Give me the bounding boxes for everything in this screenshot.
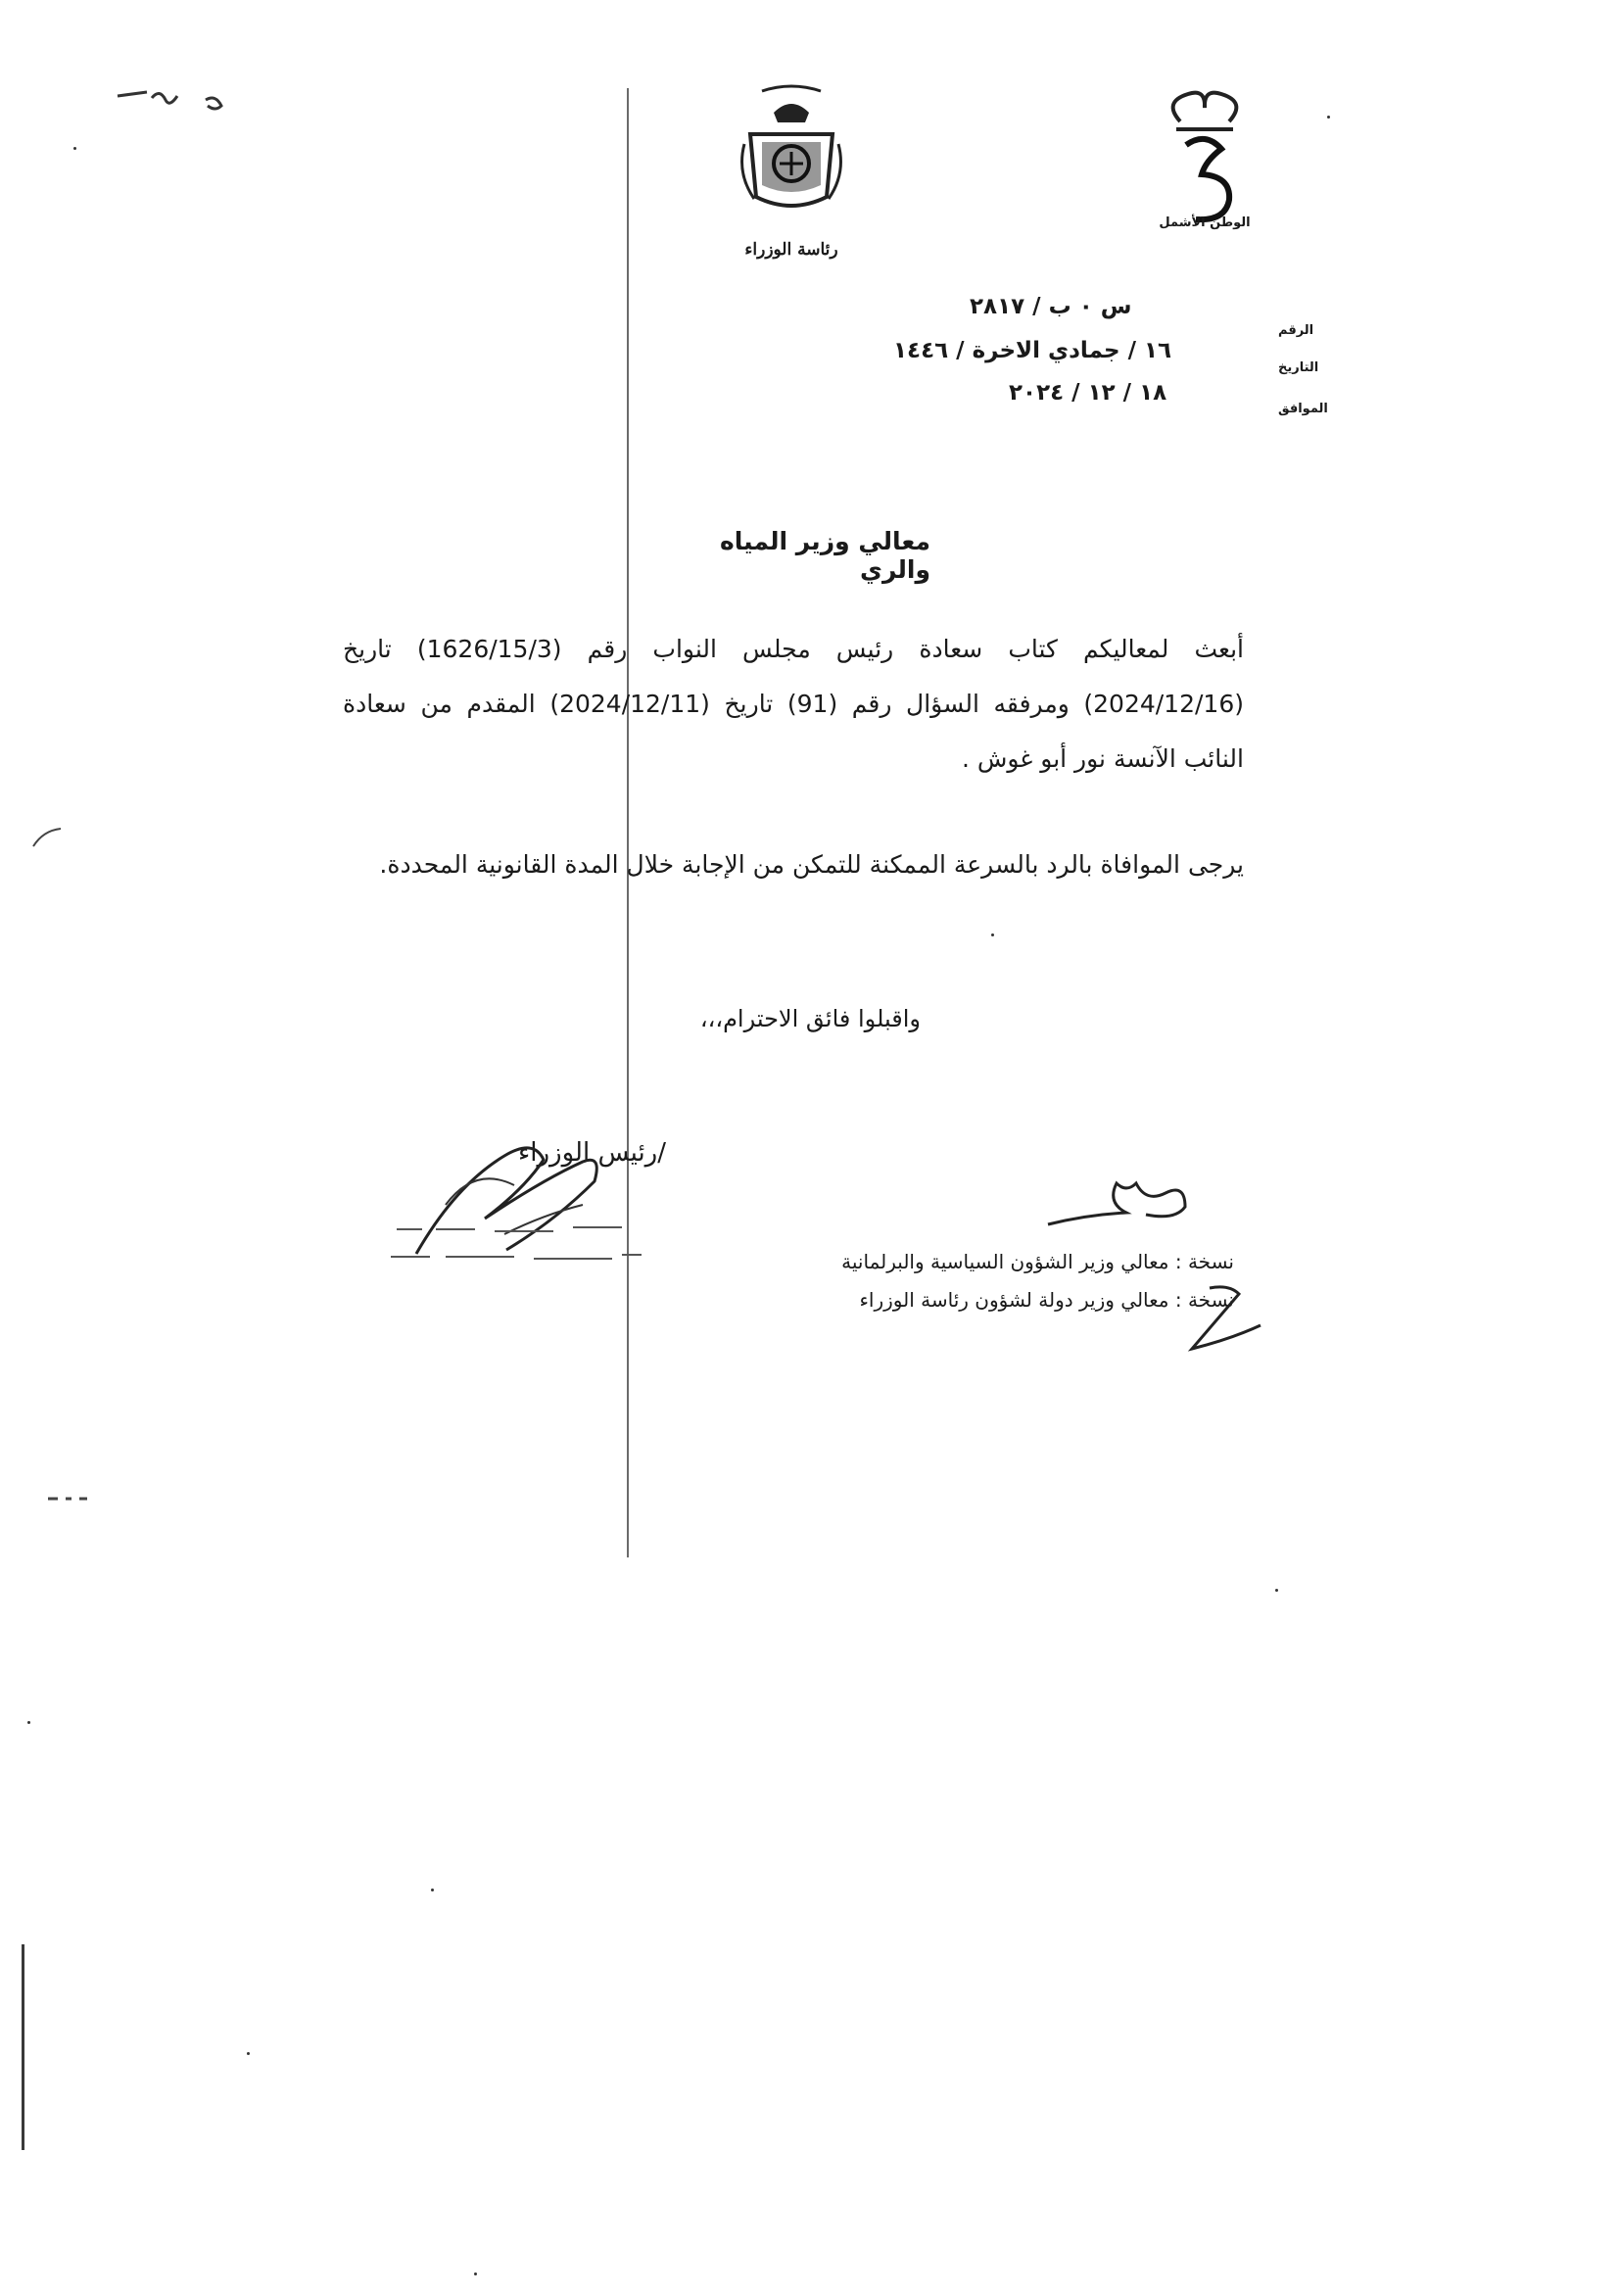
logo-caption: الوطن الأشمل bbox=[1159, 215, 1251, 230]
scan-speck bbox=[1327, 116, 1330, 119]
cc-check-mark bbox=[1180, 1278, 1288, 1357]
crown-logo-icon bbox=[1151, 88, 1259, 225]
letter-paragraph-2: يرجى الموافاة بالرد بالسرعة الممكنة للتمكن من الإجابة خلال المدة القانونية المحددة. bbox=[379, 850, 1244, 879]
scan-speck bbox=[431, 1889, 434, 1891]
scan-speck bbox=[247, 2052, 250, 2055]
crest-icon bbox=[733, 83, 850, 240]
initials-signature bbox=[1038, 1175, 1205, 1244]
scan-speck bbox=[27, 1721, 30, 1724]
scan-line-left-edge bbox=[22, 1944, 24, 2150]
scan-mark-left bbox=[29, 823, 69, 852]
signatory-title: /رئيس الوزراء bbox=[518, 1138, 666, 1168]
scan-speck bbox=[73, 147, 76, 150]
letter-closing: واقبلوا فائق الاحترام،،، bbox=[699, 1005, 921, 1032]
addressee: معالي وزير المياه والري bbox=[719, 527, 930, 584]
scan-speck bbox=[474, 2272, 477, 2275]
gregorian-date: ١٨ / ١٢ / ٢٠٢٤ bbox=[1009, 380, 1167, 406]
scan-line-center bbox=[627, 88, 629, 1557]
hijri-date: ١٦ / جمادي الاخرة / ١٤٤٦ bbox=[893, 338, 1172, 363]
pm-seal-stamp-text bbox=[387, 1210, 651, 1278]
government-emblem bbox=[733, 83, 850, 269]
scan-marks-top-left bbox=[108, 78, 245, 127]
ref-number: س ٠ ب / ٢٨١٧ bbox=[970, 294, 1132, 319]
cc-line-2: نسخة : معالي وزير دولة لشؤون رئاسة الوزراء bbox=[859, 1288, 1234, 1312]
corresponding-label: الموافق bbox=[1278, 402, 1328, 416]
ref-label: الرقم bbox=[1278, 323, 1314, 338]
cc-line-1: نسخة : معالي وزير الشؤون السياسية والبرلمانية bbox=[841, 1250, 1234, 1273]
national-logo bbox=[1151, 88, 1259, 255]
scan-mark-left-2 bbox=[44, 1489, 93, 1508]
emblem-caption: رئاسة الوزراء bbox=[744, 240, 838, 260]
letter-paragraph-1: أبعث لمعاليكم كتاب سعادة رئيس مجلس النواب رقم (1626/15/3) تاريخ (2024/12/16) ومرفقه السؤال رقم (91) تاريخ (2024/12/11) المقدم من سعادة النائب الآنسة نور أبو غوش . bbox=[343, 635, 1244, 773]
scan-speck bbox=[1275, 1589, 1278, 1592]
scan-speck bbox=[991, 933, 994, 936]
date-label: التاريخ bbox=[1278, 360, 1319, 375]
